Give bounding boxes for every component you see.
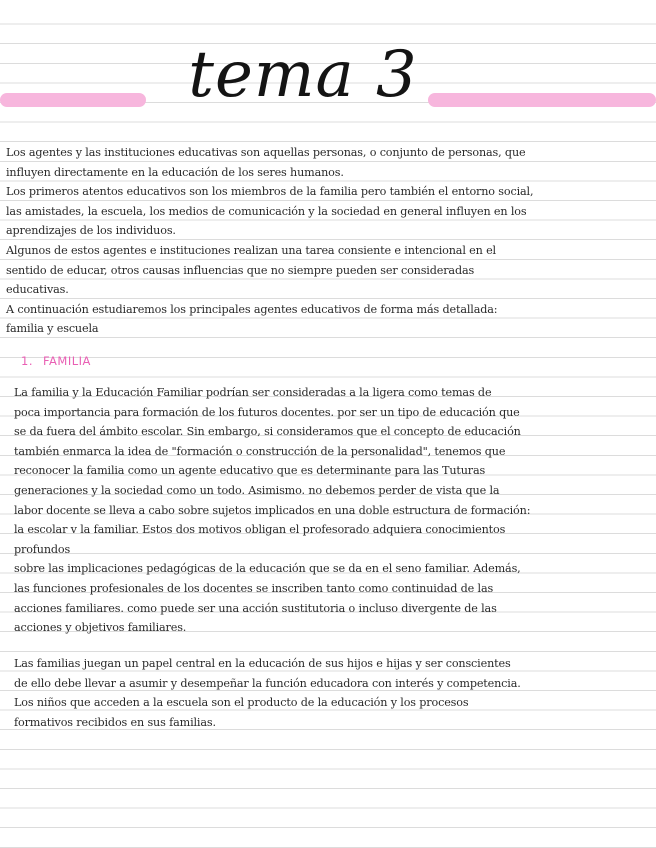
text-line: profundos (14, 542, 71, 556)
familia-paragraph-1 (14, 383, 646, 638)
text-line: de ello debe llevar a asumir y desempeñar la función educadora con interés y competencia. (14, 676, 521, 690)
text-line: poca importancia para formación de los futuros docentes. por ser un tipo de educación que (14, 405, 520, 419)
page-title: tema 3 (188, 38, 418, 112)
section-label: FAMILIA (42, 354, 91, 368)
text-line: acciones y objetivos familiares. (14, 621, 187, 635)
text-line: labor docente se lleva a cabo sobre sujetos implicados en una doble estructura de formación: (14, 503, 531, 517)
title-highlight-right (428, 93, 656, 107)
text-line: Los agentes y las instituciones educativas son aquellas personas, o conjunto de personas, que (6, 146, 526, 159)
section-number: 1. (21, 354, 33, 368)
text-line: acciones familiares. como puede ser una acción sustitutoria o incluso divergente de las (14, 601, 497, 615)
text-line: también enmarca la idea de "formación o construcción de la personalidad", tenemos que (14, 444, 506, 458)
text-line: Los niños que acceden a la escuela son el producto de la educación y los procesos (14, 696, 469, 710)
text-line: Algunos de estos agentes e instituciones realizan una tarea consiente e intencional en el (6, 243, 496, 257)
text-line: la escolar v la familiar. Estos dos motivos obligan el profesorado adquiera conocimientos (14, 523, 506, 537)
section-heading-familia (21, 351, 91, 371)
familia-paragraph-2 (14, 654, 646, 732)
text-line: A continuación estudiaremos los principales agentes educativos de forma más detallada: (6, 302, 498, 316)
text-line: se da fuera del ámbito escolar. Sin embargo, si consideramos que el concepto de educación (14, 425, 521, 439)
text-line: aprendizajes de los individuos. (6, 224, 176, 238)
text-line: formativos recibidos en sus familias. (14, 715, 216, 729)
text-line: reconocer la familia como un agente educativo que es determinante para las Tuturas (14, 464, 486, 478)
title-highlight-left (0, 93, 146, 107)
text-line: familia y escuela (6, 322, 99, 336)
text-line: educativas. (6, 283, 69, 297)
text-line: sobre las implicaciones pedagógicas de la educación que se da en el seno familiar. Además, (14, 562, 521, 576)
text-line: Las familias juegan un papel central en la educación de sus hijos e hijas y ser conscientes (14, 657, 511, 670)
text-line: influyen directamente en la educación de los seres humanos. (6, 165, 344, 179)
text-line: generaciones y la sociedad como un todo. Asimismo. no debemos perder de vista que la (14, 483, 500, 497)
text-line: La familia y la Educación Familiar podrían ser consideradas a la ligera como temas de (14, 386, 492, 399)
text-line: las funciones profesionales de los docentes se inscriben tanto como continuidad de las (14, 581, 494, 595)
text-line: Los primeros atentos educativos son los miembros de la familia pero también el entorno social, (6, 185, 534, 199)
intro-paragraph (6, 143, 654, 339)
text-line: las amistades, la escuela, los medios de comunicación y la sociedad en general influyen en los (6, 204, 527, 218)
text-line: sentido de educar, otros causas influencias que no siempre pueden ser consideradas (6, 263, 475, 277)
